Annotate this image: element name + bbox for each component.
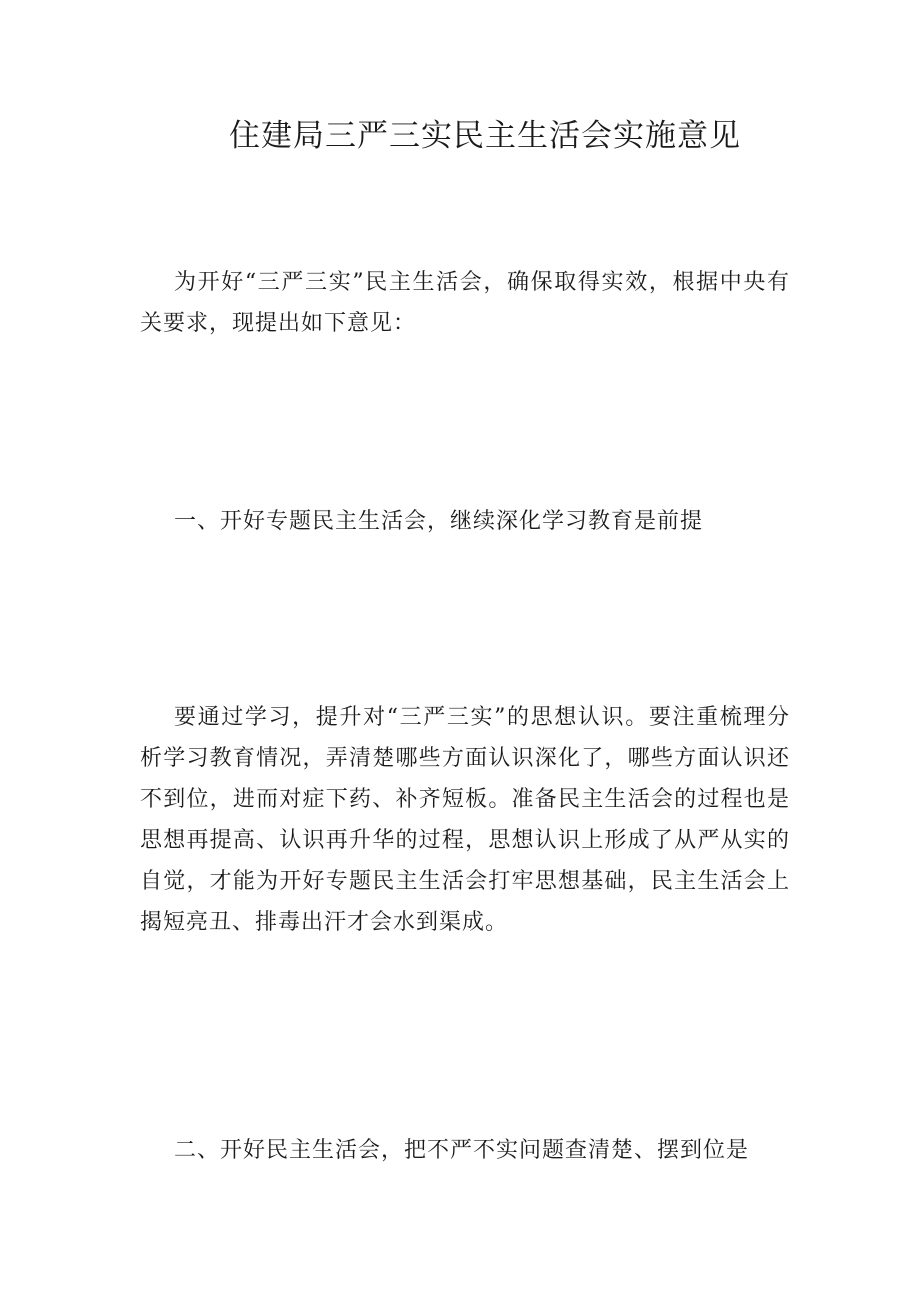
- document-title: 住建局三严三实民主生活会实施意见: [229, 118, 741, 154]
- intro-paragraph: 为开好“三严三实”民主生活会，确保取得实效，根据中央有关要求，现提出如下意见：: [140, 270, 790, 336]
- section1-heading: 一、开好专题民主生活会，继续深化学习教育是前提: [174, 509, 704, 534]
- section2-heading: 二、开好民主生活会，把不严不实问题查清楚、摆到位是: [174, 1138, 750, 1163]
- section1-body-paragraph: 要通过学习，提升对“三严三实”的思想认识。要注重梳理分析学习教育情况，弄清楚哪些方面认识深化了，哪些方面认识还不到位，进而对症下药、补齐短板。准备民主生活会的过程也是思想再提高、认识再升华的过程，思想认识上形成了从严从实的自觉，才能为开好专题民主生活会打牢思想基础，民主生活会上揭短亮丑、排毒出汗才会水到渠成。: [140, 705, 790, 935]
